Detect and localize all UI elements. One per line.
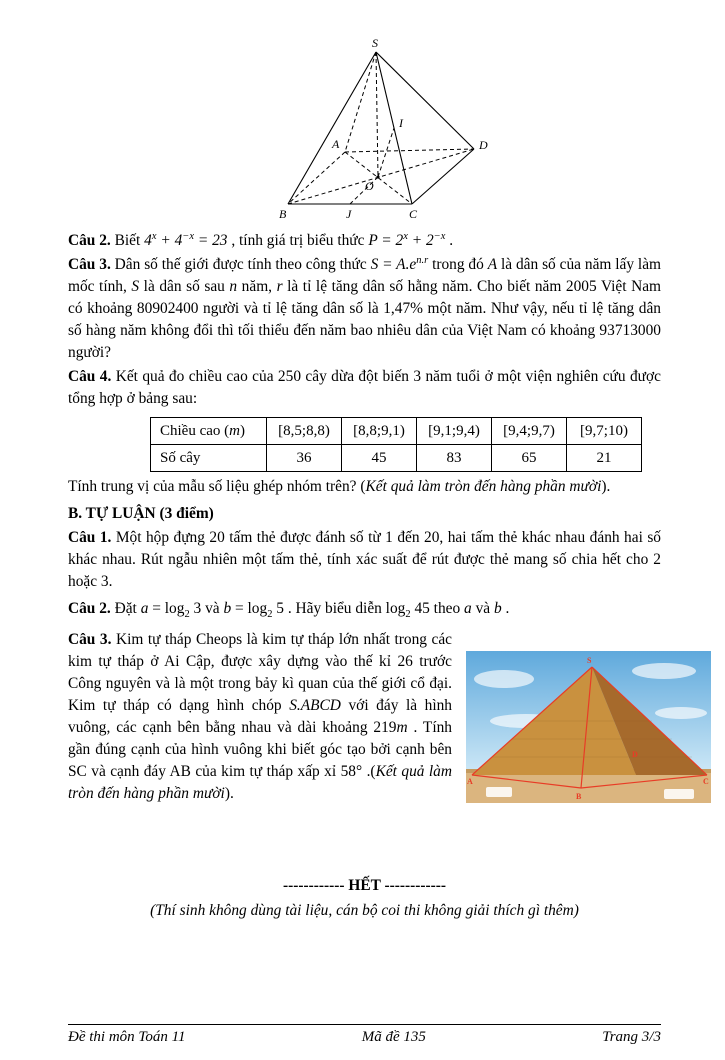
- label-S: S: [372, 36, 378, 50]
- table-header-cell: [9,7;10): [567, 418, 642, 445]
- pyramid-photo-graphic: [466, 651, 711, 803]
- question-a4-label: Câu 4.: [68, 368, 112, 385]
- table-header-cell: [8,5;8,8): [267, 418, 342, 445]
- page-footer: [68, 1024, 661, 1046]
- question-a2-text: Biết $4^x + 4^{-x} = 23$ , tính giá trị biểu thức $P = 2^x + 2^{-x}$ .: [110, 230, 454, 249]
- pyramid-photo: [466, 651, 711, 803]
- table-cell: 21: [567, 445, 642, 472]
- question-b1-text: Một hộp đựng 20 tấm thẻ được đánh số từ 1 đến 20, hai tấm thẻ khác nhau đánh hai số khác nhau. Rút ngẫu nhiên một tấm thẻ, tính xác suất để rút được thẻ mang số chia hết cho 2 hoặc 3.: [68, 529, 662, 590]
- question-a2-label: Câu 2.: [68, 232, 111, 249]
- question-b1-label: Câu 1.: [68, 529, 112, 546]
- label-A: A: [332, 137, 340, 151]
- photo-label-D: D: [632, 750, 638, 759]
- footer-page-number: Trang 3/3: [602, 1029, 661, 1045]
- question-b1: [68, 527, 661, 593]
- label-D: D: [479, 138, 488, 152]
- question-b2: [68, 598, 661, 620]
- question-a3-label: Câu 3.: [68, 256, 111, 273]
- table-header-cell: [8,8;9,1): [342, 418, 417, 445]
- table-cell: 65: [492, 445, 567, 472]
- question-a3: [68, 254, 661, 364]
- end-marker: ------------ HẾT ------------: [283, 877, 446, 894]
- photo-label-C: C: [703, 777, 709, 786]
- photo-label-S: S: [587, 656, 592, 665]
- footer-exam-subject: Đề thi môn Toán 11: [68, 1029, 186, 1045]
- photo-label-B: B: [576, 792, 582, 801]
- footer-exam-code: Mã đề 135: [361, 1029, 426, 1045]
- question-b2-text: Đặt $a = \log_2 3$ và $b = \log_2 5$ . Hãy biểu diễn $\log_2 45$ theo a và b .: [110, 600, 510, 621]
- question-b2-label: Câu 2.: [68, 600, 111, 617]
- point-O-dot: [376, 175, 379, 178]
- photo-label-A: A: [467, 777, 473, 786]
- question-a2: [68, 230, 661, 252]
- question-b3-label: Câu 3.: [68, 631, 112, 648]
- table-header-cell: [9,4;9,7): [492, 418, 567, 445]
- label-O: O: [365, 179, 374, 193]
- label-J: J: [346, 207, 352, 221]
- frequency-table-wrap: [150, 417, 661, 472]
- question-b3-block: [68, 629, 709, 809]
- table-header-row: [151, 418, 642, 445]
- question-b3-text: Kim tự tháp Cheops là kim tự tháp lớn nhất trong các kim tự tháp ở Ai Cập, được xây dựng vào thế kỉ 26 trước Công nguyên và là một trong bảy kì quan của thế giới cổ đại. Kim tự tháp có dạng hình chóp S.ABCD với đáy là hình vuông, các cạnh bên bằng nhau và dài khoảng 219m . Tính gần đúng cạnh của hình vuông khi biết góc tạo bởi cạnh bên SC và cạnh đáy AB của kim tự tháp xấp xỉ 58° .(Kết quả làm tròn đến hàng phần mười).: [68, 631, 453, 802]
- table-cell: 83: [417, 445, 492, 472]
- solid-edges: [288, 52, 474, 204]
- height-frequency-table: [150, 417, 642, 472]
- table-header-cell: [9,1;9,4): [417, 418, 492, 445]
- end-note: (Thí sinh không dùng tài liệu, cán bộ coi thi không giải thích gì thêm): [150, 902, 579, 919]
- page-content: [0, 36, 725, 922]
- label-C: C: [409, 207, 418, 221]
- exam-page: [0, 36, 725, 1045]
- label-B: B: [279, 207, 287, 221]
- question-a3-text: Dân số thế giới được tính theo công thức $S = A.e^{n.r}$ trong đó A là dân số của năm lấy làm mốc tính, S là dân số sau n năm, r là tỉ lệ tăng dân số hằng năm. Cho biết năm 2005 Việt Nam có khoảng 80902400 người và tỉ lệ tăng dân số là 1,47% một năm. Như vậy, nếu tỉ lệ tăng dân số hàng năm không đổi thì tối thiểu đến năm bao nhiêu dân của Việt Nam có khoảng 93713000 người?: [68, 254, 662, 361]
- label-I: I: [399, 116, 403, 130]
- table-cell: Số cây: [151, 445, 267, 472]
- question-a4-text: Kết quả đo chiều cao của 250 cây dừa đột biến 3 năm tuổi ở một viện nghiên cứu được tổng hợp ở bảng sau:: [68, 368, 661, 407]
- table-cell: 36: [267, 445, 342, 472]
- table-data-row: [151, 445, 642, 472]
- question-a4-followup: Tính trung vị của mẫu số liệu ghép nhóm trên? (Kết quả làm tròn đến hàng phần mười).: [68, 478, 611, 495]
- part-b-title: B. TỰ LUẬN (3 điểm): [68, 505, 214, 522]
- geometry-figure: [263, 36, 505, 222]
- table-header-cell: Chiều cao (m): [151, 418, 267, 445]
- question-a4: [68, 366, 661, 410]
- pyramid-diagram: [263, 36, 505, 222]
- table-cell: 45: [342, 445, 417, 472]
